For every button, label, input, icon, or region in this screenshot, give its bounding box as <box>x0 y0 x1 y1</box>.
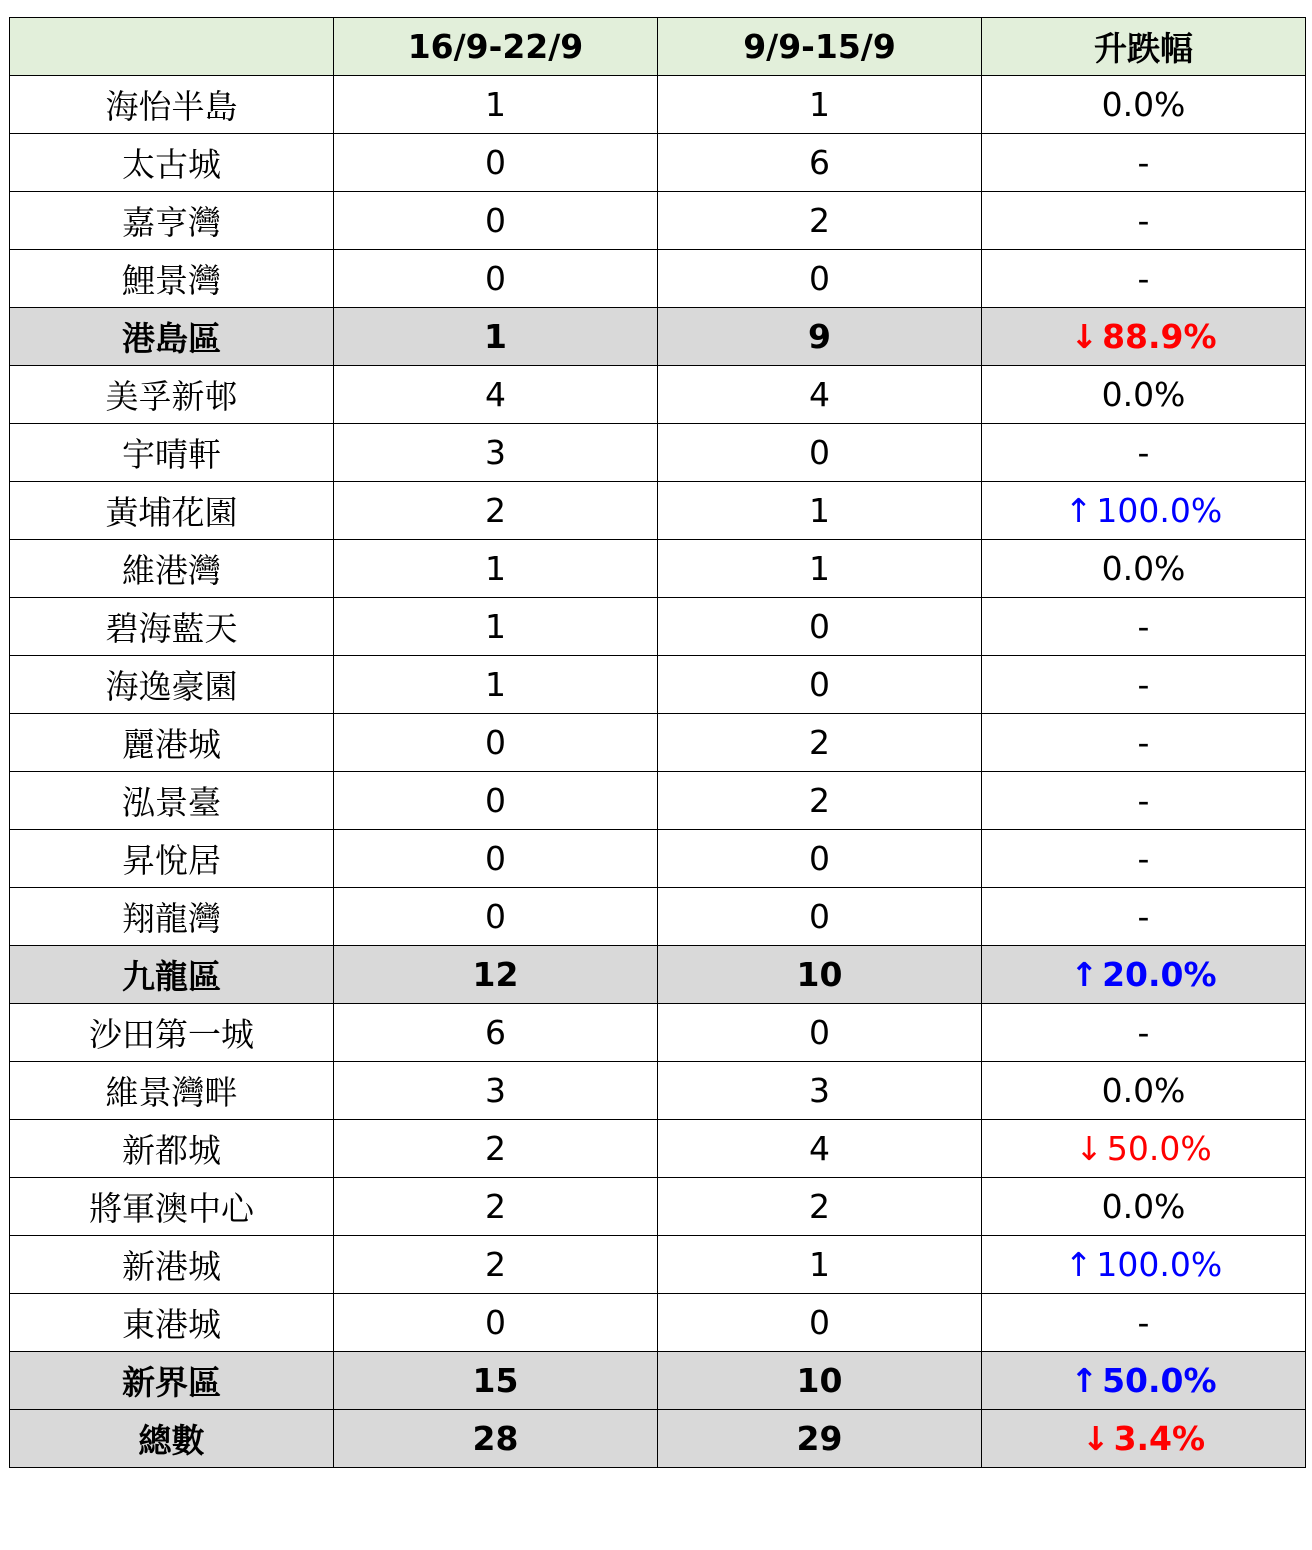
current-week-count-cell: 6 <box>334 1004 658 1062</box>
current-week-count-cell: 0 <box>334 1294 658 1352</box>
current-week-count-cell: 1 <box>334 308 658 366</box>
change-value: - <box>1137 259 1150 298</box>
table-row <box>10 656 1306 714</box>
change-cell <box>982 1062 1306 1120</box>
down-arrow-icon: ↓ <box>1081 1419 1110 1458</box>
change-cell <box>982 714 1306 772</box>
previous-week-count-cell: 2 <box>658 772 982 830</box>
estate-name-cell: 九龍區 <box>10 946 334 1004</box>
current-week-count-cell: 28 <box>334 1410 658 1468</box>
current-week-count-cell: 0 <box>334 192 658 250</box>
table-row <box>10 366 1306 424</box>
previous-week-count-cell: 1 <box>658 1236 982 1294</box>
change-value: 0.0% <box>1101 375 1186 414</box>
change-value: - <box>1137 839 1150 878</box>
change-cell <box>982 250 1306 308</box>
change-value: 3.4% <box>1113 1419 1206 1458</box>
change-cell <box>982 1178 1306 1236</box>
current-week-count-cell: 15 <box>334 1352 658 1410</box>
estate-name-cell: 碧海藍天 <box>10 598 334 656</box>
table-row <box>10 250 1306 308</box>
change-cell <box>982 308 1306 366</box>
change-value: - <box>1137 665 1150 704</box>
change-value: 0.0% <box>1101 1187 1186 1226</box>
change-cell <box>982 946 1306 1004</box>
up-arrow-icon: ↑ <box>1064 1245 1093 1284</box>
change-cell <box>982 482 1306 540</box>
change-cell <box>982 1120 1306 1178</box>
current-week-count-cell: 3 <box>334 424 658 482</box>
change-cell <box>982 134 1306 192</box>
change-cell <box>982 1236 1306 1294</box>
down-arrow-icon: ↓ <box>1075 1129 1103 1168</box>
estate-name-cell: 東港城 <box>10 1294 334 1352</box>
header-estate <box>10 18 334 76</box>
change-cell <box>982 540 1306 598</box>
header-current-week: 16/9-22/9 <box>334 18 658 76</box>
estate-name-cell: 鯉景灣 <box>10 250 334 308</box>
table-subtotal-row <box>10 1410 1306 1468</box>
header-change: 升跌幅 <box>982 18 1306 76</box>
change-cell <box>982 1352 1306 1410</box>
estate-name-cell: 翔龍灣 <box>10 888 334 946</box>
change-value: 50.0% <box>1106 1129 1212 1168</box>
change-value: - <box>1137 1303 1150 1342</box>
table-row <box>10 830 1306 888</box>
table-subtotal-row <box>10 308 1306 366</box>
change-value: 50.0% <box>1102 1361 1217 1400</box>
change-value: 0.0% <box>1101 1071 1186 1110</box>
change-value: - <box>1137 723 1150 762</box>
previous-week-count-cell: 0 <box>658 424 982 482</box>
estate-name-cell: 海逸豪園 <box>10 656 334 714</box>
estate-name-cell: 昇悅居 <box>10 830 334 888</box>
current-week-count-cell: 0 <box>334 250 658 308</box>
change-value: - <box>1137 143 1150 182</box>
table-row <box>10 540 1306 598</box>
estate-name-cell: 將軍澳中心 <box>10 1178 334 1236</box>
previous-week-count-cell: 1 <box>658 540 982 598</box>
current-week-count-cell: 1 <box>334 76 658 134</box>
current-week-count-cell: 1 <box>334 598 658 656</box>
change-value: - <box>1137 433 1150 472</box>
current-week-count-cell: 0 <box>334 772 658 830</box>
current-week-count-cell: 2 <box>334 1236 658 1294</box>
change-cell <box>982 830 1306 888</box>
previous-week-count-cell: 0 <box>658 250 982 308</box>
previous-week-count-cell: 1 <box>658 482 982 540</box>
change-cell <box>982 1410 1306 1468</box>
estate-name-cell: 海怡半島 <box>10 76 334 134</box>
estate-name-cell: 嘉亨灣 <box>10 192 334 250</box>
change-cell <box>982 656 1306 714</box>
change-value: - <box>1137 897 1150 936</box>
previous-week-count-cell: 1 <box>658 76 982 134</box>
current-week-count-cell: 0 <box>334 134 658 192</box>
change-cell <box>982 772 1306 830</box>
previous-week-count-cell: 10 <box>658 1352 982 1410</box>
down-arrow-icon: ↓ <box>1070 317 1099 356</box>
previous-week-count-cell: 4 <box>658 1120 982 1178</box>
previous-week-count-cell: 0 <box>658 656 982 714</box>
previous-week-count-cell: 2 <box>658 192 982 250</box>
previous-week-count-cell: 0 <box>658 888 982 946</box>
previous-week-count-cell: 0 <box>658 1004 982 1062</box>
estate-name-cell: 麗港城 <box>10 714 334 772</box>
table-row <box>10 482 1306 540</box>
change-cell <box>982 424 1306 482</box>
change-value: - <box>1137 607 1150 646</box>
current-week-count-cell: 2 <box>334 1120 658 1178</box>
previous-week-count-cell: 6 <box>658 134 982 192</box>
change-value: 0.0% <box>1101 549 1186 588</box>
previous-week-count-cell: 2 <box>658 714 982 772</box>
change-value: 100.0% <box>1096 491 1223 530</box>
weekly-transactions-table <box>9 17 1306 1468</box>
table-body <box>10 76 1306 1468</box>
estate-name-cell: 總數 <box>10 1410 334 1468</box>
weekly-transactions-table-container <box>9 17 1305 1468</box>
previous-week-count-cell: 4 <box>658 366 982 424</box>
change-value: 0.0% <box>1101 85 1186 124</box>
up-arrow-icon: ↑ <box>1070 1361 1099 1400</box>
previous-week-count-cell: 0 <box>658 598 982 656</box>
current-week-count-cell: 0 <box>334 888 658 946</box>
up-arrow-icon: ↑ <box>1070 955 1099 994</box>
table-row <box>10 1062 1306 1120</box>
previous-week-count-cell: 9 <box>658 308 982 366</box>
estate-name-cell: 維港灣 <box>10 540 334 598</box>
current-week-count-cell: 1 <box>334 656 658 714</box>
current-week-count-cell: 0 <box>334 830 658 888</box>
table-row <box>10 1120 1306 1178</box>
estate-name-cell: 新都城 <box>10 1120 334 1178</box>
current-week-count-cell: 12 <box>334 946 658 1004</box>
current-week-count-cell: 2 <box>334 1178 658 1236</box>
estate-name-cell: 港島區 <box>10 308 334 366</box>
previous-week-count-cell: 3 <box>658 1062 982 1120</box>
estate-name-cell: 太古城 <box>10 134 334 192</box>
change-cell <box>982 366 1306 424</box>
table-row <box>10 1178 1306 1236</box>
up-arrow-icon: ↑ <box>1064 491 1093 530</box>
table-subtotal-row <box>10 1352 1306 1410</box>
current-week-count-cell: 3 <box>334 1062 658 1120</box>
table-row <box>10 134 1306 192</box>
table-row <box>10 598 1306 656</box>
table-row <box>10 772 1306 830</box>
previous-week-count-cell: 29 <box>658 1410 982 1468</box>
table-row <box>10 76 1306 134</box>
table-subtotal-row <box>10 946 1306 1004</box>
table-row <box>10 888 1306 946</box>
table-row <box>10 714 1306 772</box>
change-value: - <box>1137 201 1150 240</box>
change-cell <box>982 76 1306 134</box>
previous-week-count-cell: 2 <box>658 1178 982 1236</box>
table-row <box>10 1236 1306 1294</box>
estate-name-cell: 美孚新邨 <box>10 366 334 424</box>
table-header-row <box>10 18 1306 76</box>
previous-week-count-cell: 0 <box>658 830 982 888</box>
change-cell <box>982 598 1306 656</box>
current-week-count-cell: 4 <box>334 366 658 424</box>
table-row <box>10 1004 1306 1062</box>
current-week-count-cell: 1 <box>334 540 658 598</box>
estate-name-cell: 新界區 <box>10 1352 334 1410</box>
change-cell <box>982 1294 1306 1352</box>
previous-week-count-cell: 0 <box>658 1294 982 1352</box>
table-row <box>10 424 1306 482</box>
current-week-count-cell: 0 <box>334 714 658 772</box>
change-cell <box>982 1004 1306 1062</box>
previous-week-count-cell: 10 <box>658 946 982 1004</box>
estate-name-cell: 維景灣畔 <box>10 1062 334 1120</box>
change-cell <box>982 192 1306 250</box>
estate-name-cell: 新港城 <box>10 1236 334 1294</box>
header-previous-week: 9/9-15/9 <box>658 18 982 76</box>
estate-name-cell: 沙田第一城 <box>10 1004 334 1062</box>
current-week-count-cell: 2 <box>334 482 658 540</box>
change-value: - <box>1137 781 1150 820</box>
estate-name-cell: 黃埔花園 <box>10 482 334 540</box>
change-value: - <box>1137 1013 1150 1052</box>
change-value: 100.0% <box>1096 1245 1223 1284</box>
change-cell <box>982 888 1306 946</box>
table-row <box>10 192 1306 250</box>
table-row <box>10 1294 1306 1352</box>
estate-name-cell: 宇晴軒 <box>10 424 334 482</box>
change-value: 20.0% <box>1102 955 1217 994</box>
change-value: 88.9% <box>1102 317 1217 356</box>
estate-name-cell: 泓景臺 <box>10 772 334 830</box>
